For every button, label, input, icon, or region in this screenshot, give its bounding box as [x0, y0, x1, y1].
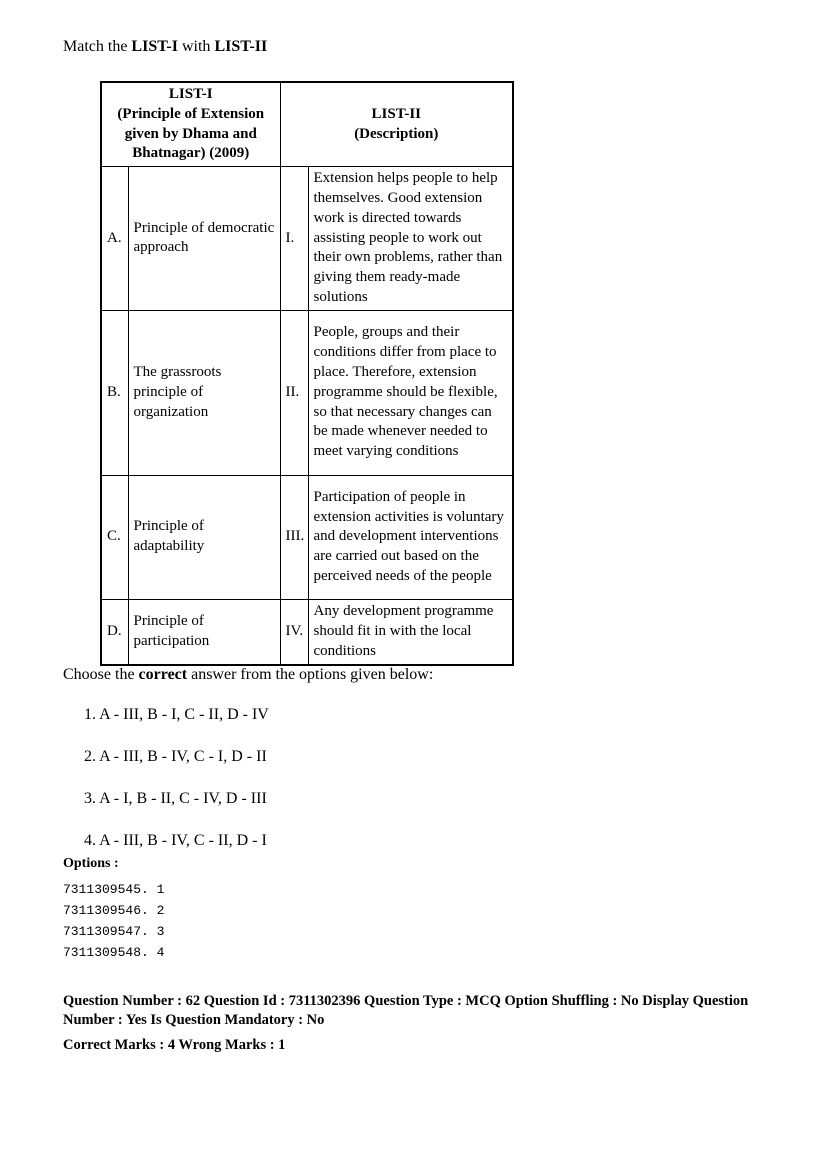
- options-label: Options :: [63, 856, 119, 871]
- choose-answer-line: [63, 666, 433, 684]
- list1-header-sub: (Principle of Extension given by Dhama and Bhatnagar) (2009): [117, 105, 265, 162]
- table-row-a: [101, 167, 513, 311]
- answer-option-2: 2. A - III, B - IV, C - I, D - II: [84, 748, 267, 765]
- match-table: [100, 81, 514, 666]
- row-a-description: Extension helps people to help themselves. Good extension work is directed towards assisting people to work out their own problems, rather than giving them ready-made solutions: [308, 167, 513, 311]
- option-id-2: 7311309546. 2: [63, 903, 165, 918]
- option-id-1: 7311309545. 1: [63, 882, 165, 897]
- row-b-item: The grassroots principle of organization: [128, 310, 280, 475]
- list1-header-cell: [101, 82, 280, 167]
- row-b-description: People, groups and their conditions differ from place to place. Therefore, extension programme should be flexible, so that necessary changes can be made whenever needed to meet varying conditions: [308, 310, 513, 475]
- row-d-description: Any development programme should fit in with the local conditions: [308, 599, 513, 665]
- row-b-numeral: II.: [280, 310, 308, 475]
- table-header-row: [101, 82, 513, 167]
- question-metadata: [63, 992, 775, 1055]
- choose-suffix: answer from the options given below:: [187, 666, 434, 683]
- row-d-numeral: IV.: [280, 599, 308, 665]
- list2-ref: LIST-II: [214, 38, 268, 55]
- list2-header-title: LIST-II: [371, 105, 421, 122]
- question-title-text: Match the: [63, 38, 132, 55]
- table-row-b: [101, 310, 513, 475]
- table-row-d: [101, 599, 513, 665]
- options-block: [63, 856, 164, 963]
- answer-option-1: 1. A - III, B - I, C - II, D - IV: [84, 706, 269, 723]
- row-b-letter: B.: [101, 310, 128, 475]
- row-d-letter: D.: [101, 599, 128, 665]
- list2-header-cell: [280, 82, 513, 167]
- list1-ref: LIST-I: [131, 38, 178, 55]
- row-c-letter: C.: [101, 475, 128, 599]
- answer-option-4: 4. A - III, B - IV, C - II, D - I: [84, 832, 267, 849]
- question-title-mid: with: [177, 38, 215, 55]
- row-c-item: Principle of adaptability: [128, 475, 280, 599]
- list2-header-sub: (Description): [354, 125, 439, 142]
- row-c-description: Participation of people in extension activities is voluntary and development interventions are carried out based on the perceived needs of the people: [308, 475, 513, 599]
- list1-header-title: LIST-I: [168, 86, 213, 102]
- answer-option-3: 3. A - I, B - II, C - IV, D - III: [84, 790, 267, 807]
- row-d-item: Principle of participation: [128, 599, 280, 665]
- row-c-numeral: III.: [280, 475, 308, 599]
- row-a-numeral: I.: [280, 167, 308, 311]
- row-a-item: Principle of democratic approach: [128, 167, 280, 311]
- choose-correct-word: correct: [138, 666, 188, 683]
- question-metadata-line1: Question Number : 62 Question Id : 7311302396 Question Type : MCQ Option Shuffling : No Display Question Number : Yes Is Question Mandatory : No: [63, 993, 749, 1028]
- answer-options-list: [84, 706, 269, 874]
- choose-prefix: Choose the: [63, 666, 139, 683]
- option-id-3: 7311309547. 3: [63, 924, 165, 939]
- table-row-c: [101, 475, 513, 599]
- question-metadata-line2: Correct Marks : 4 Wrong Marks : 1: [63, 1037, 286, 1054]
- option-id-4: 7311309548. 4: [63, 945, 165, 960]
- question-title: [63, 38, 267, 56]
- row-a-letter: A.: [101, 167, 128, 311]
